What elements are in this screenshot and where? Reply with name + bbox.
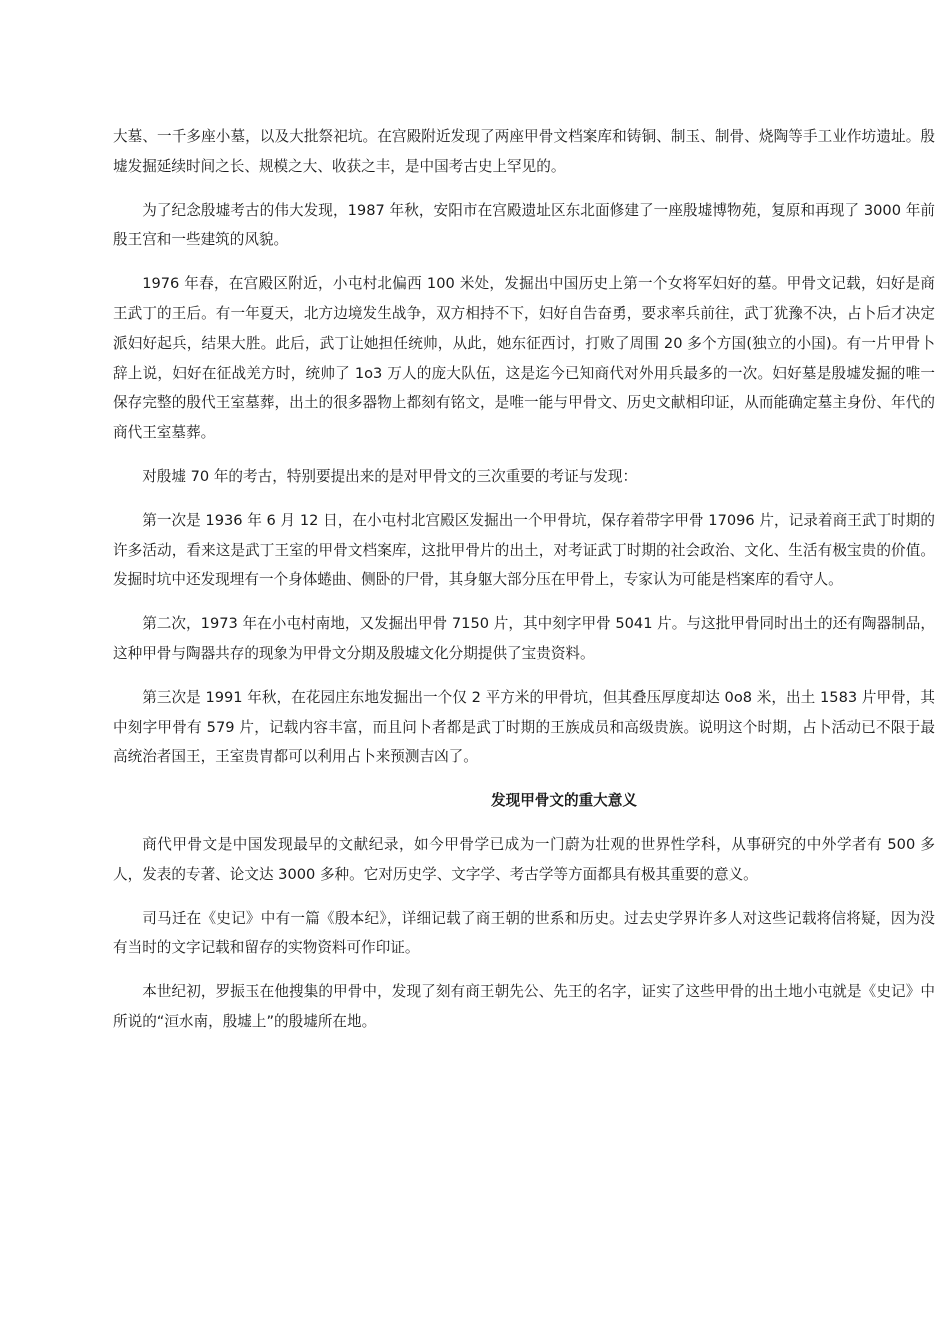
paragraph-excavation-summary: 大墓、一千多座小墓，以及大批祭祀坑。在宫殿附近发现了两座甲骨文档案库和铸铜、制玉、制骨、烧陶等手工业作坊遗址。殷墟发掘延续时间之长、规模之大、收获之丰，是中国考古史上罕见的。: [113, 128, 935, 175]
paragraph-fuhao-tomb: 1976 年春，在宫殿区附近，小屯村北偏西 100 米处，发掘出中国历史上第一个女将军妇好的墓。甲骨文记载，妇好是商王武丁的王后。有一年夏天，北方边境发生战争，双方相持不下，妇好自告奋勇，要求率兵前往，武丁犹豫不决，占卜后才决定派妇好起兵，结果大胜。此后，武丁让她担任统帅，从此，她东征西讨，打败了周围 20 多个方国(独立的小国)。有一片甲骨卜辞上说，妇好在征战羌方时，统帅了 1o3 万人的庞大队伍，这是迄今已知商代对外用兵最多的一次。妇好墓是殷墟发掘的唯一保存完整的殷代王室墓葬，出土的很多器物上都刻有铭文，是唯一能与甲骨文、历史文献相印证，从而能确定墓主身份、年代的商代王室墓葬。: [113, 275, 935, 442]
section-heading: 发现甲骨文的重大意义: [491, 792, 637, 810]
paragraph-museum: 为了纪念殷墟考古的伟大发现，1987 年秋，安阳市在宫殿遗址区东北面修建了一座殷墟博物苑，复原和再现了 3000 年前殷王宫和一些建筑的风貌。: [113, 201, 935, 249]
paragraph-oracle-bone-significance: 商代甲骨文是中国发现最早的文献纪录，如今甲骨学已成为一门蔚为壮观的世界性学科，从事研究的中外学者有 500 多人，发表的专著、论文达 3000 多种。它对历史学、文字学、考古学等方面都具有极其重要的意义。: [113, 835, 935, 883]
paragraph-luo-zhenyu: 本世纪初，罗振玉在他搜集的甲骨中，发现了刻有商王朝先公、先王的名字，证实了这些甲骨的出土地小屯就是《史记》中所说的“洹水南，殷墟上”的殷墟所在地。: [113, 983, 935, 1030]
paragraph-second-discovery: 第二次，1973 年在小屯村南地，又发掘出甲骨 7150 片，其中刻字甲骨 5041 片。与这批甲骨同时出土的还有陶器制品，这种甲骨与陶器共存的现象为甲骨文分期及殷墟文化分期提供了宝贵资料。: [113, 615, 935, 662]
paragraph-three-discoveries-intro: 对殷墟 70 年的考古，特别要提出来的是对甲骨文的三次重要的考证与发现：: [142, 467, 638, 485]
paragraph-shiji-yin-benji: 司马迁在《史记》中有一篇《殷本纪》，详细记载了商王朝的世系和历史。过去史学界许多人对这些记载将信将疑，因为没有当时的文字记载和留存的实物资料可作印证。: [113, 909, 935, 957]
paragraph-first-discovery: 第一次是 1936 年 6 月 12 日，在小屯村北宫殿区发掘出一个甲骨坑，保存着带字甲骨 17096 片，记录着商王武丁时期的许多活动，看来这是武丁王室的甲骨文档案库，这批甲骨片的出土，对考证武丁时期的社会政治、文化、生活有极宝贵的价值。发掘时坑中还发现埋有一个身体蜷曲、侧卧的尸骨，其身躯大部分压在甲骨上，专家认为可能是档案库的看守人。: [113, 511, 935, 589]
document-body: [113, 122, 935, 1051]
paragraph-third-discovery: 第三次是 1991 年秋，在花园庄东地发掘出一个仅 2 平方米的甲骨坑，但其叠压厚度却达 0o8 米，出土 1583 片甲骨，其中刻字甲骨有 579 片，记载内容丰富，而且问卜者都是武丁时期的王族成员和高级贵族。说明这个时期，占卜活动已不限于最高统治者国王，王室贵胄都可以利用占卜来预测吉凶了。: [113, 688, 935, 766]
